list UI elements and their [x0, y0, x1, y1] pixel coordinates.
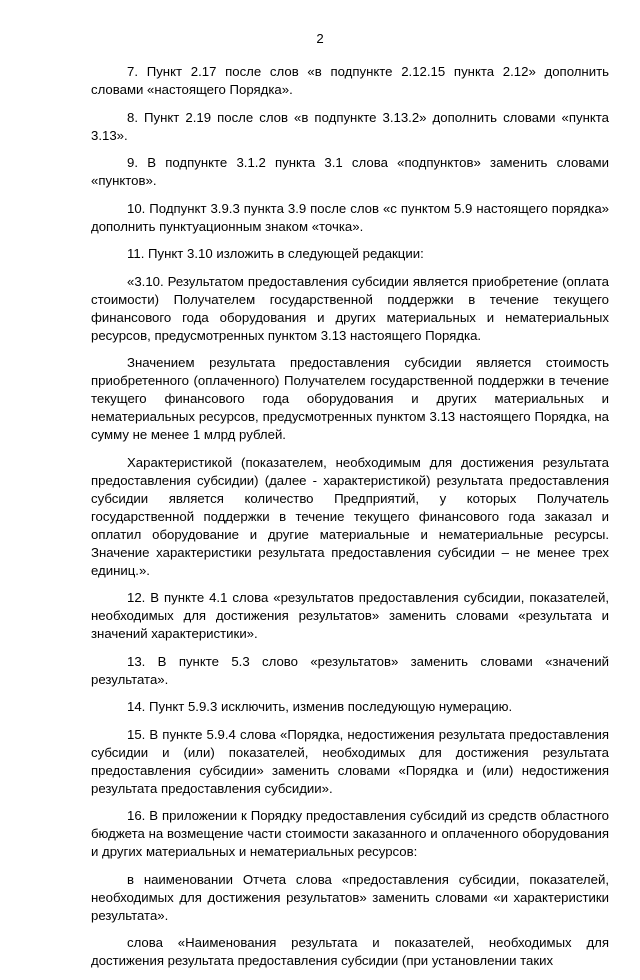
paragraph-7: 7. Пункт 2.17 после слов «в подпункте 2.12.15 пункта 2.12» дополнить словами «настоящего Порядка».: [91, 64, 609, 97]
paragraph-characteristic: Характеристикой (показателем, необходимым для достижения результата предоставления субсидии) (далее - характеристикой) результата предоставления субсидии является количество Предприятий, у которых Получатель государственной поддержки в течение текущего финансового года заказал и оплатил оборудование и другие материальные и нематериальные ресурсы. Значение характеристики результата предоставления субсидии – не менее трех единиц.».: [91, 454, 609, 578]
paragraph-11: 11. Пункт 3.10 изложить в следующей редакции:: [127, 246, 424, 261]
paragraph-10: 10. Подпункт 3.9.3 пункта 3.9 после слов «с пунктом 5.9 настоящего порядка» дополнить пунктуационным знаком «точка».: [91, 200, 609, 234]
paragraph-3-10-result: «3.10. Результатом предоставления субсидии является приобретение (оплата стоимости) Получателем государственной поддержки в течение текущего финансового года оборудования и других материальных и нематериальных ресурсов, предусмотренных пунктом 3.13 настоящего Порядка.: [91, 273, 609, 343]
document-body: [91, 63, 609, 980]
paragraph-result-value: Значением результата предоставления субсидии является стоимость приобретенного (оплаченного) Получателем государственной поддержки в течение текущего финансового года оборудования и других материальных и нематериальных ресурсов, предусмотренных пунктом 3.13 настоящего Порядка, на сумму не менее 1 млрд рублей.: [91, 355, 609, 442]
paragraph-16: 16. В приложении к Порядку предоставления субсидий из средств областного бюджета на возмещение части стоимости заказанного и оплаченного оборудования и других материальных и нематериальных ресурсов:: [91, 808, 609, 859]
paragraph-report-title: в наименовании Отчета слова «предоставления субсидии, показателей, необходимых для достижения результатов» заменить словами «и характеристики результата».: [91, 871, 609, 923]
paragraph-9: 9. В подпункте 3.1.2 пункта 3.1 слова «подпунктов» заменить словами «пунктов».: [91, 155, 609, 188]
page-number: 2: [316, 31, 324, 46]
paragraph-8: 8. Пункт 2.19 после слов «в подпункте 3.13.2» дополнить словами «пункта 3.13».: [91, 109, 609, 143]
paragraph-words: слова «Наименования результата и показателей, необходимых для достижения результата предоставления субсидии (при установлении таких: [91, 935, 609, 968]
paragraph-12: 12. В пункте 4.1 слова «результатов предоставления субсидии, показателей, необходимых для достижения результатов» заменить словами «результата и значений характеристики».: [91, 590, 609, 641]
paragraph-14: 14. Пункт 5.9.3 исключить, изменив последующую нумерацию.: [127, 699, 513, 714]
paragraph-15: 15. В пункте 5.9.4 слова «Порядка, недостижения результата предоставления субсидии и (или) показателей, необходимых для достижения результата предоставления субсидии» заменить словами «Порядка и (или) недостижения результата предоставления субсидии».: [91, 726, 609, 796]
paragraph-13: 13. В пункте 5.3 слово «результатов» заменить словами «значений результата».: [91, 653, 609, 687]
